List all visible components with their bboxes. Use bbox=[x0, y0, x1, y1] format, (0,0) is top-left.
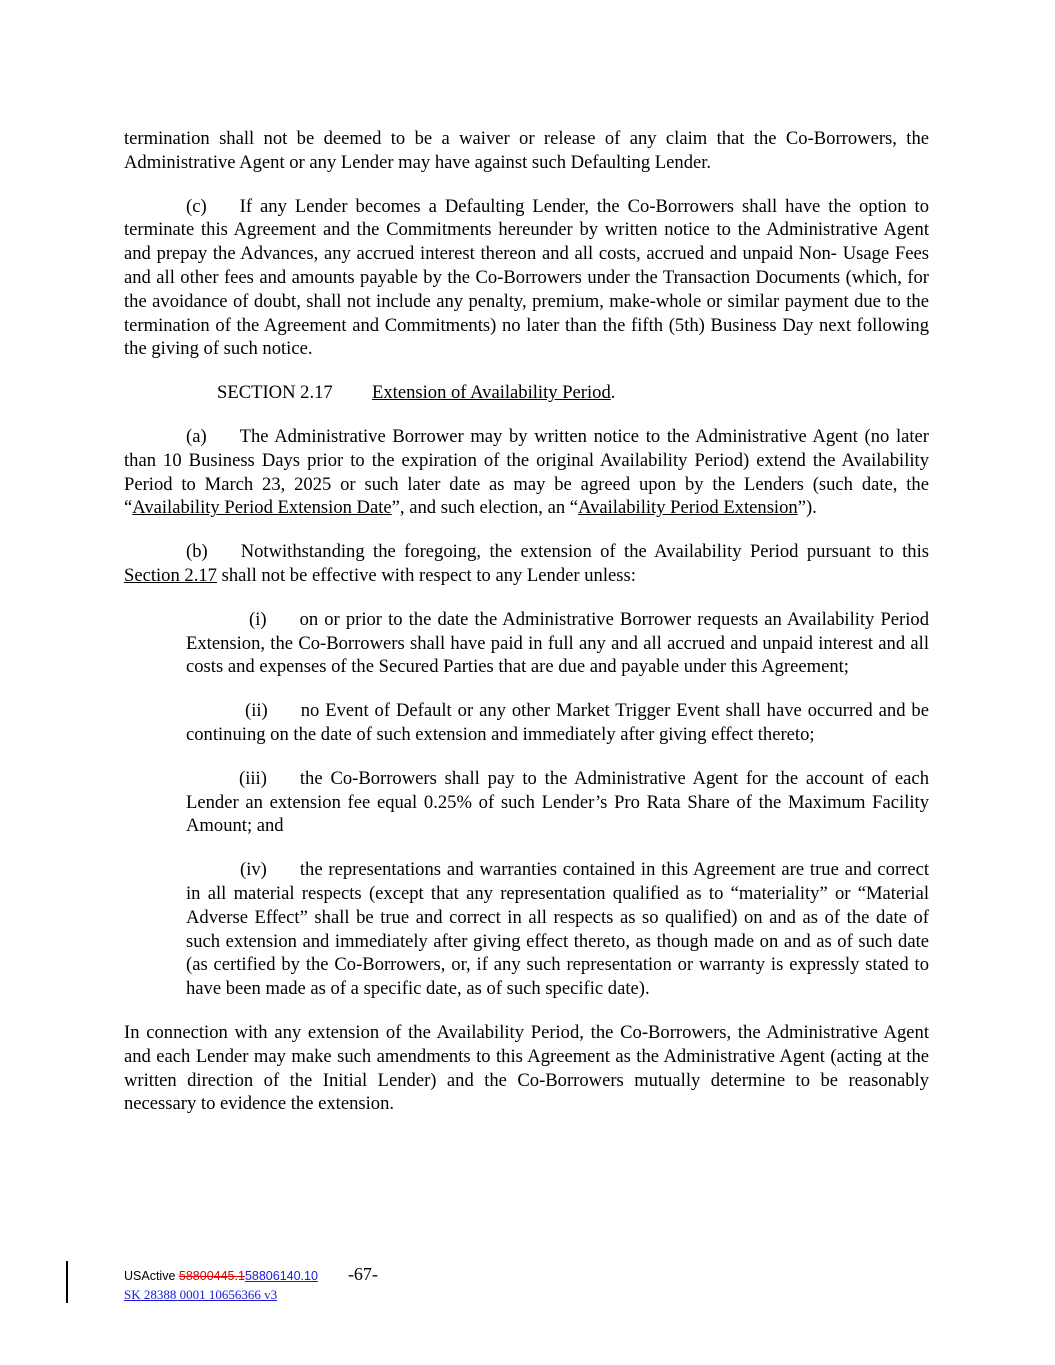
clause-text: the representations and warranties contained in this Agreement are true and correct in all material respects (except that any representation qualified as to “materiality” or “Material Adverse Effect” shall be true and correct in all respects as so qualified) on and as of the date of such extension and immediately after giving effect thereto, as though made on and as of such date (as certified by the Co-Borrowers, or, if any such representation or warranty is expressly stated to have been made as of a specific date, as of such specific date). bbox=[186, 859, 929, 1000]
section-heading bbox=[124, 381, 929, 405]
clause-label: (iii) bbox=[239, 767, 267, 789]
paragraph-b bbox=[124, 540, 929, 588]
clause-text: ”). bbox=[797, 497, 817, 519]
change-bar bbox=[66, 1261, 68, 1303]
paragraph-continuation bbox=[124, 127, 929, 175]
defined-term: Availability Period Extension bbox=[578, 497, 798, 519]
clause-text: the Co-Borrowers shall pay to the Administrative Agent for the account of each Lender an extension fee equal 0.25% of such Lender’s Pro Rata Share of the Maximum Facility Amount; and bbox=[186, 767, 929, 837]
clause-label: (a) bbox=[186, 425, 207, 447]
clause-label: (c) bbox=[186, 195, 207, 217]
clause-text: on or prior to the date the Administrative Borrower requests an Availability Period Extension, the Co-Borrowers shall have paid in full any and all accrued and unpaid interest and all costs and expenses of the Secured Parties that are due and payable under this Agreement; bbox=[186, 608, 929, 678]
clause-label: (i) bbox=[249, 608, 267, 630]
page-number: -67- bbox=[347, 1264, 378, 1284]
subclause-iii bbox=[186, 767, 929, 838]
section-reference: Section 2.17 bbox=[124, 564, 217, 586]
clause-text: ”, and such election, an “ bbox=[391, 497, 579, 519]
clause-label: (b) bbox=[186, 541, 208, 563]
footer-doc-prefix: USActive bbox=[124, 1269, 179, 1283]
paragraph-text: In connection with any extension of the Availability Period, the Co-Borrowers, the Administrative Agent and each Lender may make such amendments to this Agreement as the Administrative Agent (acting at the written direction of the Initial Lender) and the Co-Borrowers mutually determine to be reasonably necessary to evidence the extension. bbox=[124, 1021, 929, 1115]
subclause-ii bbox=[186, 699, 929, 747]
closing-paragraph bbox=[124, 1021, 929, 1116]
footer-doc-id: SK 28388 0001 10656366 v3 bbox=[124, 1287, 278, 1302]
subclause-i bbox=[186, 608, 929, 679]
defined-term: Availability Period Extension Date bbox=[132, 497, 392, 519]
clause-label: (iv) bbox=[240, 859, 267, 881]
paragraph-a bbox=[124, 425, 929, 520]
clause-label: (ii) bbox=[245, 700, 268, 722]
page-footer bbox=[124, 1264, 378, 1303]
clause-text: If any Lender becomes a Defaulting Lender, the Co-Borrowers shall have the option to terminate this Agreement and the Commitments hereunder by written notice to the Administrative Agent and prepay the Advances, any accrued interest thereon and all costs, accrued and unpaid Non- Usage Fees and all other fees and amounts payable by the Co-Borrowers under the Transaction Documents (which, for the avoidance of doubt, shall not include any penalty, premium, make-whole or similar payment due to the termination of the Agreement and Commitments) no later than the fifth (5th) Business Day next following the giving of such notice. bbox=[124, 195, 929, 360]
section-number: SECTION 2.17 bbox=[217, 382, 333, 404]
clause-text: no Event of Default or any other Market Trigger Event shall have occurred and be continuing on the date of such extension and immediately after giving effect thereto; bbox=[186, 700, 929, 745]
clause-text: The Administrative Borrower may by written notice to the Administrative Agent (no later than 10 Business Days prior to the expiration of the original Availability Period) extend the Availability Period to March 23, 2025 or such later date as may be agreed upon by the Lenders (such date, the “ bbox=[124, 425, 929, 519]
footer-deleted-number: 58800445.1 bbox=[178, 1269, 245, 1283]
document-page bbox=[124, 127, 929, 1136]
clause-text: shall not be effective with respect to any Lender unless: bbox=[216, 564, 636, 586]
footer-inserted-number: 58806140.10 bbox=[244, 1269, 318, 1283]
subclause-iv bbox=[186, 858, 929, 1001]
paragraph-c bbox=[124, 195, 929, 362]
clause-text: Notwithstanding the foregoing, the extension of the Availability Period pursuant to this bbox=[240, 541, 929, 563]
paragraph-text: termination shall not be deemed to be a waiver or release of any claim that the Co-Borrowers, the Administrative Agent or any Lender may have against such Defaulting Lender. bbox=[124, 128, 929, 173]
section-title: Extension of Availability Period bbox=[372, 382, 611, 404]
section-period: . bbox=[610, 382, 616, 404]
